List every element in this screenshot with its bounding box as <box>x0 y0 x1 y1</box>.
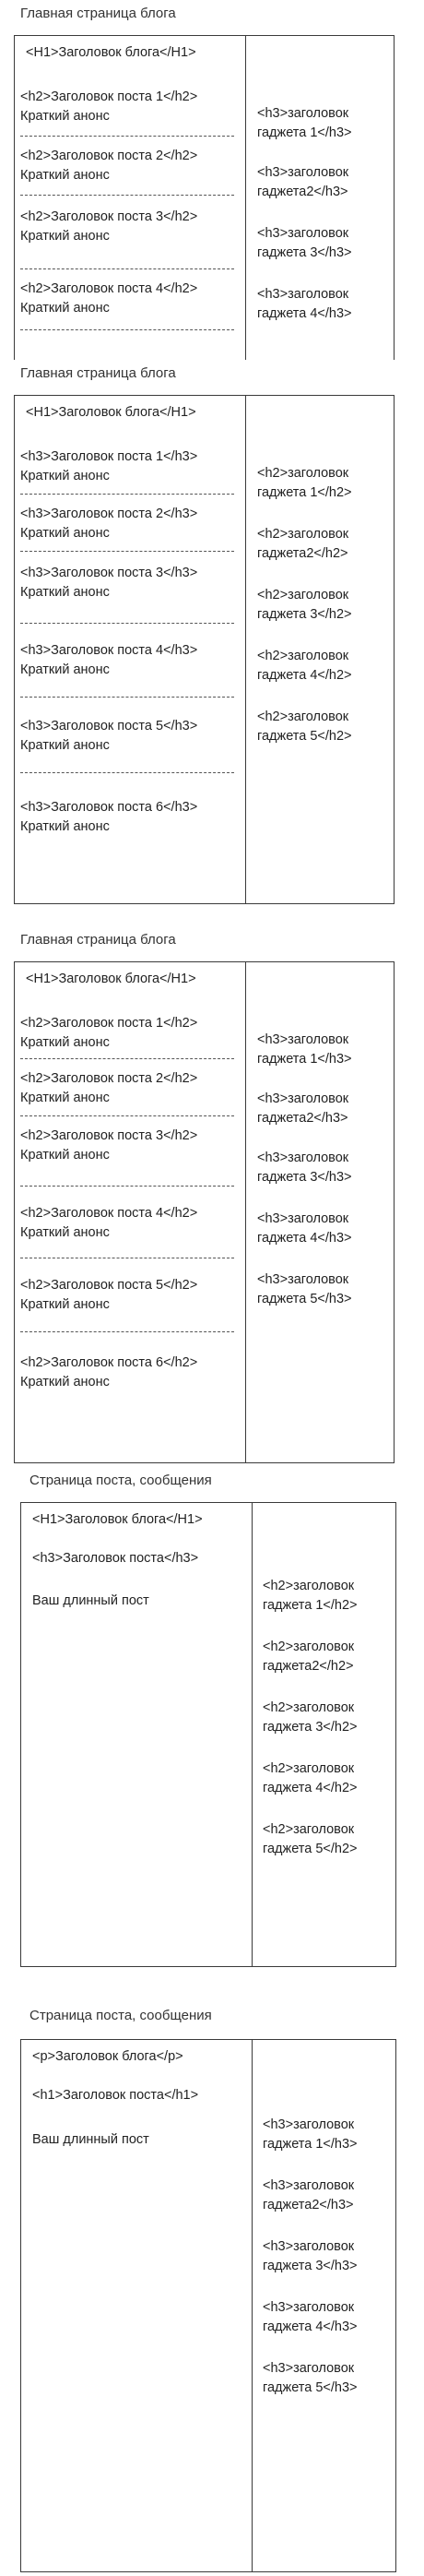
gadget-line: <h2>заголовок <box>257 527 349 542</box>
layout-diagram <box>14 35 395 360</box>
gadget-line: гаджета 3</h3> <box>263 2259 358 2273</box>
post-block <box>20 1014 197 1053</box>
post-heading: <h3>Заголовок поста 3</h3> <box>20 566 198 580</box>
gadget-label <box>257 163 348 202</box>
post-separator <box>20 1186 234 1187</box>
column-divider <box>245 962 246 1462</box>
gadget-line: гаджета 5</h2> <box>257 729 352 744</box>
gadget-line: <h2>заголовок <box>263 1822 355 1837</box>
gadget-line: гаджета2</h2> <box>257 546 348 561</box>
post-summary: Краткий анонс <box>20 1091 110 1105</box>
post-separator <box>20 1115 234 1116</box>
post-summary: Краткий анонс <box>20 168 110 183</box>
blog-title-tag: <H1>Заголовок блога</H1> <box>26 972 196 986</box>
gadget-line: <h2>заголовок <box>257 588 349 602</box>
gadget-line: гаджета 4</h3> <box>257 306 352 321</box>
gadget-label <box>257 708 352 746</box>
section-title: Страница поста, сообщения <box>29 1473 212 1488</box>
post-heading: <h2>Заголовок поста 1</h2> <box>20 1016 198 1031</box>
post-block <box>20 641 197 680</box>
post-block <box>20 280 197 318</box>
gadget-line: гаджета 5</h3> <box>263 2380 358 2395</box>
post-block <box>20 1069 197 1108</box>
post-summary: Краткий анонс <box>20 1148 110 1163</box>
post-block <box>20 717 197 756</box>
gadget-line: <h3>заголовок <box>263 2117 355 2132</box>
post-title-tag: <h3>Заголовок поста</h3> <box>32 1551 199 1566</box>
gadget-label <box>263 2298 358 2337</box>
gadget-label <box>257 1031 352 1069</box>
gadget-line: <h3>заголовок <box>263 2300 355 2315</box>
post-heading: <h2>Заголовок поста 4</h2> <box>20 281 198 296</box>
post-block <box>20 208 197 246</box>
gadget-line: <h3>заголовок <box>257 1032 349 1047</box>
gadget-line: <h3>заголовок <box>257 106 349 121</box>
gadget-line: <h3>заголовок <box>263 2239 355 2254</box>
gadget-label <box>257 224 352 263</box>
post-summary: Краткий анонс <box>20 585 110 600</box>
gadget-line: гаджета 1</h3> <box>257 1052 352 1067</box>
post-separator <box>20 772 234 773</box>
post-summary: Краткий анонс <box>20 1035 110 1050</box>
gadget-label <box>263 1759 358 1798</box>
section-title: Главная страница блога <box>20 365 176 381</box>
layout-diagram <box>20 2039 396 2572</box>
post-summary: Краткий анонс <box>20 819 110 834</box>
post-block <box>20 564 197 602</box>
gadget-line: гаджета 5</h2> <box>263 1842 358 1856</box>
gadget-label <box>257 1090 348 1128</box>
gadget-label <box>263 2116 358 2154</box>
post-block <box>20 447 197 486</box>
blog-title-tag: <H1>Заголовок блога</H1> <box>32 1512 203 1527</box>
gadget-line: <h2>заголовок <box>263 1700 355 1715</box>
gadget-line: <h3>заголовок <box>257 1211 349 1226</box>
gadget-label <box>257 647 352 686</box>
gadget-line: гаджета 3</h2> <box>257 607 352 622</box>
blog-title-tag: <H1>Заголовок блога</H1> <box>26 45 196 60</box>
blog-title-tag: <p>Заголовок блога</p> <box>32 2049 183 2064</box>
gadget-line: гаджета 3</h2> <box>263 1720 358 1735</box>
gadget-line: гаджета 1</h2> <box>257 485 352 500</box>
gadget-line: <h3>заголовок <box>257 1151 349 1165</box>
gadget-line: гаджета 1</h3> <box>263 2137 358 2152</box>
gadget-label <box>263 2237 358 2276</box>
post-heading: <h2>Заголовок поста 3</h2> <box>20 209 198 224</box>
layout-diagram <box>20 1502 396 1967</box>
blog-title-tag: <H1>Заголовок блога</H1> <box>26 405 196 420</box>
post-heading: <h3>Заголовок поста 1</h3> <box>20 449 198 464</box>
gadget-line: <h3>заголовок <box>257 165 349 180</box>
post-heading: <h3>Заголовок поста 4</h3> <box>20 643 198 658</box>
gadget-line: гаджета 1</h3> <box>257 125 352 140</box>
post-summary: Краткий анонс <box>20 738 110 753</box>
gadget-line: гаджета 4</h3> <box>263 2320 358 2334</box>
post-separator <box>20 136 234 137</box>
gadget-line: гаджета 4</h2> <box>263 1781 358 1795</box>
post-block <box>20 88 197 126</box>
post-heading: <h2>Заголовок поста 1</h2> <box>20 89 198 104</box>
post-summary: Краткий анонс <box>20 229 110 244</box>
post-heading: <h2>Заголовок поста 6</h2> <box>20 1355 198 1370</box>
gadget-line: <h2>заголовок <box>257 710 349 724</box>
post-block <box>20 1204 197 1243</box>
post-block <box>20 147 197 185</box>
post-separator <box>20 268 234 269</box>
gadget-line: <h2>заголовок <box>257 466 349 481</box>
gadget-label <box>263 1638 354 1676</box>
gadget-line: <h2>заголовок <box>263 1640 355 1654</box>
column-divider <box>245 396 246 903</box>
gadget-line: <h3>заголовок <box>257 1272 349 1287</box>
gadget-line: гаджета2</h3> <box>257 185 348 199</box>
gadget-line: <h2>заголовок <box>263 1579 355 1593</box>
post-summary: Краткий анонс <box>20 1225 110 1240</box>
post-summary: Краткий анонс <box>20 469 110 483</box>
gadget-line: гаджета2</h3> <box>263 2198 354 2212</box>
gadget-line: гаджета 3</h3> <box>257 245 352 260</box>
gadget-label <box>263 1820 358 1859</box>
post-summary: Краткий анонс <box>20 1375 110 1389</box>
post-separator <box>20 1058 234 1059</box>
post-heading: <h2>Заголовок поста 4</h2> <box>20 1206 198 1221</box>
gadget-label <box>257 1210 352 1248</box>
gadget-label <box>257 525 348 564</box>
gadget-line: <h3>заголовок <box>263 2361 355 2376</box>
post-summary: Краткий анонс <box>20 109 110 124</box>
section-title: Главная страница блога <box>20 932 176 948</box>
gadget-label <box>257 1270 352 1309</box>
post-summary: Краткий анонс <box>20 662 110 677</box>
post-heading: <h2>Заголовок поста 3</h2> <box>20 1128 198 1143</box>
post-separator <box>20 551 234 552</box>
gadget-line: <h3>заголовок <box>263 2178 355 2193</box>
gadget-label <box>257 586 352 625</box>
gadget-line: гаджета2</h2> <box>263 1659 354 1674</box>
post-title-tag: <h1>Заголовок поста</h1> <box>32 2088 199 2103</box>
gadget-line: гаджета2</h3> <box>257 1111 348 1126</box>
gadget-line: гаджета 4</h3> <box>257 1231 352 1246</box>
gadget-label <box>257 1149 352 1187</box>
post-separator <box>20 494 234 495</box>
section-title: Главная страница блога <box>20 6 176 21</box>
gadget-label <box>257 104 352 143</box>
post-heading: <h3>Заголовок поста 5</h3> <box>20 719 198 733</box>
gadget-label <box>263 2176 354 2215</box>
gadget-line: <h2>заголовок <box>263 1761 355 1776</box>
column-divider <box>245 36 246 360</box>
post-heading: <h2>Заголовок поста 2</h2> <box>20 1071 198 1086</box>
gadget-line: гаджета 5</h3> <box>257 1292 352 1306</box>
gadget-label <box>257 285 352 324</box>
post-block <box>20 1276 197 1315</box>
gadget-label <box>257 464 352 503</box>
gadget-label <box>263 2359 358 2398</box>
post-summary: Краткий анонс <box>20 1297 110 1312</box>
post-heading: <h3>Заголовок поста 2</h3> <box>20 507 198 521</box>
gadget-line: гаджета 4</h2> <box>257 668 352 683</box>
gadget-label <box>263 1577 358 1616</box>
post-body: Ваш длинный пост <box>32 1593 149 1608</box>
post-separator <box>20 697 234 698</box>
column-divider <box>252 2040 253 2571</box>
layout-diagram <box>14 395 395 904</box>
post-heading: <h3>Заголовок поста 6</h3> <box>20 800 198 815</box>
post-block <box>20 505 197 543</box>
gadget-label <box>263 1699 358 1737</box>
post-separator <box>20 1331 234 1332</box>
post-separator <box>20 195 234 196</box>
gadget-line: <h2>заголовок <box>257 649 349 663</box>
post-separator <box>20 623 234 624</box>
post-block <box>20 798 197 837</box>
post-summary: Краткий анонс <box>20 301 110 316</box>
post-heading: <h2>Заголовок поста 5</h2> <box>20 1278 198 1293</box>
post-summary: Краткий анонс <box>20 526 110 541</box>
gadget-line: <h3>заголовок <box>257 1091 349 1106</box>
column-divider <box>252 1503 253 1966</box>
gadget-line: гаджета 3</h3> <box>257 1170 352 1185</box>
gadget-line: <h3>заголовок <box>257 226 349 241</box>
post-heading: <h2>Заголовок поста 2</h2> <box>20 149 198 163</box>
gadget-line: <h3>заголовок <box>257 287 349 302</box>
post-block <box>20 1354 197 1392</box>
layout-diagram <box>14 961 395 1463</box>
section-title: Страница поста, сообщения <box>29 2008 212 2023</box>
gadget-line: гаджета 1</h2> <box>263 1598 358 1613</box>
post-separator <box>20 329 234 330</box>
post-block <box>20 1127 197 1165</box>
post-body: Ваш длинный пост <box>32 2132 149 2147</box>
